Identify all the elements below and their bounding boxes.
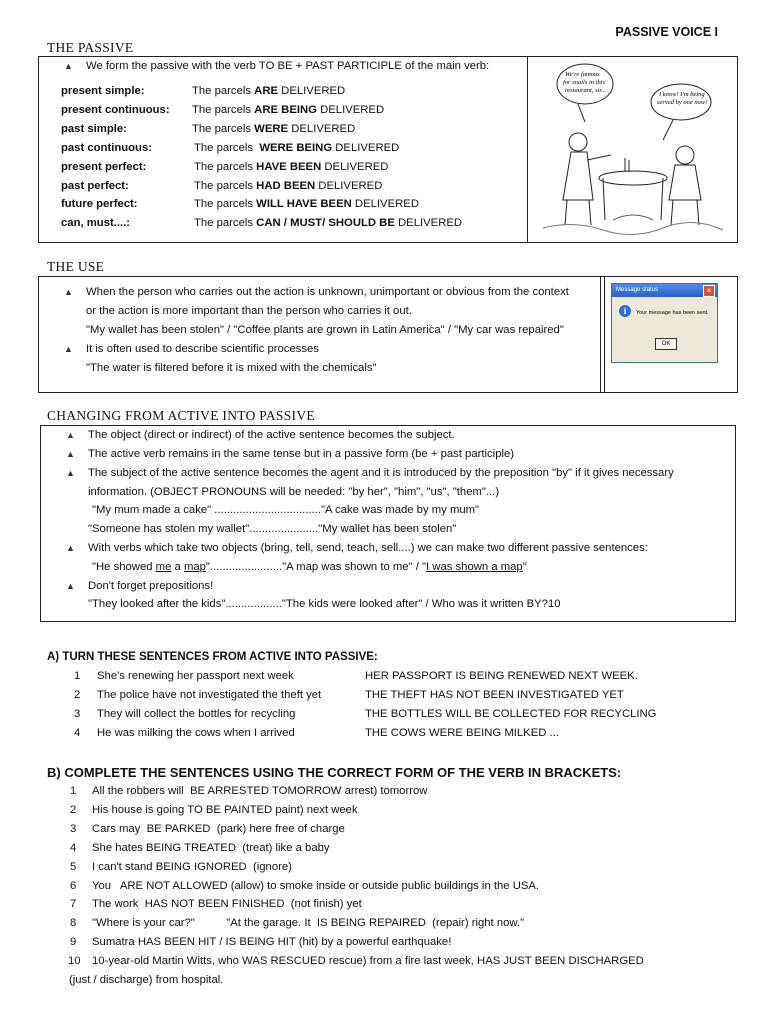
changing-line-2: ▲ The active verb remains in the same tense but in a passive form (be + past participle) bbox=[66, 448, 515, 460]
use-bullet-1-examples: "My wallet has been stolen" / "Coffee plants are grown in Latin America" / "My car was repaired" bbox=[86, 324, 564, 336]
changing-line-9: ▲ Don't forget prepositions! bbox=[66, 580, 214, 592]
close-icon[interactable]: × bbox=[703, 285, 715, 297]
use-bullet-2-line-1: ▲ It is often used to describe scientific processes bbox=[64, 343, 319, 355]
exercise-b-number: 6 bbox=[70, 879, 77, 892]
exercise-b-sentence: You ARE NOT ALLOWED (allow) to smoke inside or outside public buildings in the USA. bbox=[92, 879, 540, 892]
tense-example: The parcels HAVE BEEN DELIVERED bbox=[194, 160, 389, 173]
exercise-a-heading: A) TURN THESE SENTENCES FROM ACTIVE INTO PASSIVE: bbox=[47, 651, 378, 663]
tense-example: The parcels CAN / MUST/ SHOULD BE DELIVERED bbox=[194, 217, 463, 230]
document-title: PASSIVE VOICE I bbox=[615, 25, 718, 39]
restaurant-cartoon bbox=[533, 60, 733, 240]
exercise-b-item-10-continued: (just / discharge) from hospital. bbox=[69, 974, 224, 986]
tense-example: The parcels WERE DELIVERED bbox=[192, 122, 356, 135]
exercise-a-active: They will collect the bottles for recycling bbox=[97, 708, 296, 720]
ok-button[interactable]: OK bbox=[655, 338, 677, 350]
exercise-b-sentence: "Where is your car?" "At the garage. It IS BEING REPAIRED (repair) right now." bbox=[92, 917, 525, 930]
use-bullet-1-line-1: ▲ When the person who carries out the action is unknown, unimportant or obvious from the context bbox=[64, 286, 569, 298]
changing-example-3: "He showed me a map"......................."A map was shown to me" / "I was shown a map" bbox=[92, 561, 527, 573]
exercise-a-passive-answer: THE COWS WERE BEING MILKED ... bbox=[365, 727, 559, 739]
tense-example: The parcels HAD BEEN DELIVERED bbox=[194, 179, 383, 192]
exercise-a-passive-answer: THE BOTTLES WILL BE COLLECTED FOR RECYCLING bbox=[365, 708, 657, 720]
section-heading-use: THE USE bbox=[47, 259, 105, 274]
changing-line-3: ▲ The subject of the active sentence becomes the agent and it is introduced by the preposition "by" if it gives necessary bbox=[66, 467, 674, 479]
exercise-b-sentence: I can't stand BEING IGNORED (ignore) bbox=[92, 860, 292, 873]
changing-line-4: information. (OBJECT PRONOUNS will be needed: "by her", "him", "us", "them"...) bbox=[88, 486, 500, 498]
exercise-a-number: 3 bbox=[74, 708, 81, 720]
exercise-a-active: She's renewing her passport next week bbox=[97, 670, 294, 682]
exercise-b-sentence: All the robbers will BE ARRESTED TOMORROW arrest) tomorrow bbox=[92, 785, 428, 797]
bullet-icon: ▲ bbox=[64, 344, 73, 354]
exercise-b-number: 9 bbox=[70, 936, 77, 949]
use-box-divider-1 bbox=[600, 276, 601, 393]
changing-line-1: ▲ The object (direct or indirect) of the active sentence becomes the subject. bbox=[66, 429, 455, 441]
tense-label: present continuous: bbox=[61, 103, 170, 116]
exercise-b-number: 4 bbox=[70, 841, 77, 854]
dialog-message: Your message has been sent. bbox=[636, 310, 709, 316]
exercise-a-number: 4 bbox=[74, 727, 81, 739]
bullet-icon: ▲ bbox=[66, 468, 75, 478]
exercise-b-number: 5 bbox=[70, 860, 77, 873]
tense-label: present simple: bbox=[61, 85, 145, 97]
exercise-a-number: 2 bbox=[74, 689, 81, 701]
bullet-icon: ▲ bbox=[66, 449, 75, 459]
exercise-b-sentence: She hates BEING TREATED (treat) like a baby bbox=[92, 841, 330, 854]
changing-line-7: ▲ With verbs which take two objects (bring, tell, send, teach, sell....) we can make two different passive sentences: bbox=[66, 542, 648, 554]
passive-intro: ▲ We form the passive with the verb TO BE + PAST PARTICIPLE of the main verb: bbox=[64, 60, 490, 72]
tense-label: past perfect: bbox=[61, 179, 129, 192]
exercise-b-sentence: Sumatra HAS BEEN HIT / IS BEING HIT (hit) by a powerful earthquake! bbox=[92, 936, 452, 949]
exercise-b-number: 2 bbox=[70, 803, 77, 816]
tense-label: future perfect: bbox=[61, 198, 138, 211]
dialog-title: Message status bbox=[616, 287, 659, 293]
tense-example: The parcels WERE BEING DELIVERED bbox=[194, 141, 400, 154]
exercise-a-number: 1 bbox=[74, 670, 81, 682]
changing-example-1: "My mum made a cake" .................................."A cake was made by my mum" bbox=[92, 504, 480, 516]
exercise-b-sentence: His house is going TO BE PAINTED paint) next week bbox=[92, 803, 358, 816]
use-box-divider-2 bbox=[604, 276, 605, 393]
bubble-left-text: We're famous for snails in this restaurant, sir... bbox=[563, 71, 607, 94]
tense-label: past simple: bbox=[61, 122, 127, 135]
exercise-b-number: 10 bbox=[68, 955, 81, 968]
bullet-icon: ▲ bbox=[66, 430, 75, 440]
exercise-b-number: 3 bbox=[70, 822, 77, 835]
exercise-b-heading: B) COMPLETE THE SENTENCES USING THE CORRECT FORM OF THE VERB IN BRACKETS: bbox=[47, 765, 622, 780]
bullet-icon: ▲ bbox=[66, 581, 75, 591]
exercise-b-sentence: Cars may BE PARKED (park) here free of charge bbox=[92, 822, 345, 835]
tense-label: present perfect: bbox=[61, 160, 147, 173]
tense-example: The parcels ARE BEING DELIVERED bbox=[192, 103, 385, 116]
bullet-icon: ▲ bbox=[64, 287, 73, 297]
tense-example: The parcels ARE DELIVERED bbox=[192, 85, 346, 97]
exercise-a-active: The police have not investigated the theft yet bbox=[97, 689, 322, 701]
exercise-b-number: 7 bbox=[70, 898, 77, 911]
bullet-icon: ▲ bbox=[66, 543, 75, 553]
tense-label: can, must....: bbox=[61, 217, 131, 230]
passive-box-divider bbox=[527, 56, 528, 243]
changing-example-2: "Someone has stolen my wallet"......................"My wallet has been stolen" bbox=[88, 523, 457, 535]
exercise-b-sentence: The work HAS NOT BEEN FINISHED (not finish) yet bbox=[92, 898, 362, 911]
message-status-dialog bbox=[611, 283, 718, 363]
use-bullet-1-line-2: or the action is more important than the person who carries it out. bbox=[86, 305, 412, 317]
exercise-b-number: 8 bbox=[70, 917, 77, 930]
exercise-a-passive-answer: HER PASSPORT IS BEING RENEWED NEXT WEEK. bbox=[365, 670, 638, 682]
dialog-title-bar bbox=[612, 284, 717, 297]
exercise-b-number: 1 bbox=[70, 785, 77, 797]
tense-example: The parcels WILL HAVE BEEN DELIVERED bbox=[194, 198, 419, 211]
section-heading-passive: THE PASSIVE bbox=[47, 40, 134, 55]
bullet-icon: ▲ bbox=[64, 61, 73, 71]
bubble-right-text: I know! I'm being served by one now! bbox=[657, 91, 708, 106]
exercise-b-sentence: 10-year-old Martin Witts, who WAS RESCUED rescue) from a fire last week, HAS JUST BEEN DISCHARGED bbox=[92, 955, 644, 968]
use-bullet-2-example: "The water is filtered before it is mixed with the chemicals" bbox=[86, 362, 377, 374]
changing-example-4: "They looked after the kids".................."The kids were looked after" / Who was it written BY?10 bbox=[88, 598, 561, 610]
info-icon: i bbox=[619, 305, 631, 317]
exercise-a-active: He was milking the cows when I arrived bbox=[97, 727, 295, 739]
exercise-a-passive-answer: THE THEFT HAS NOT BEEN INVESTIGATED YET bbox=[365, 689, 624, 701]
tense-label: past continuous: bbox=[61, 141, 152, 154]
section-heading-changing: CHANGING FROM ACTIVE INTO PASSIVE bbox=[47, 408, 315, 423]
